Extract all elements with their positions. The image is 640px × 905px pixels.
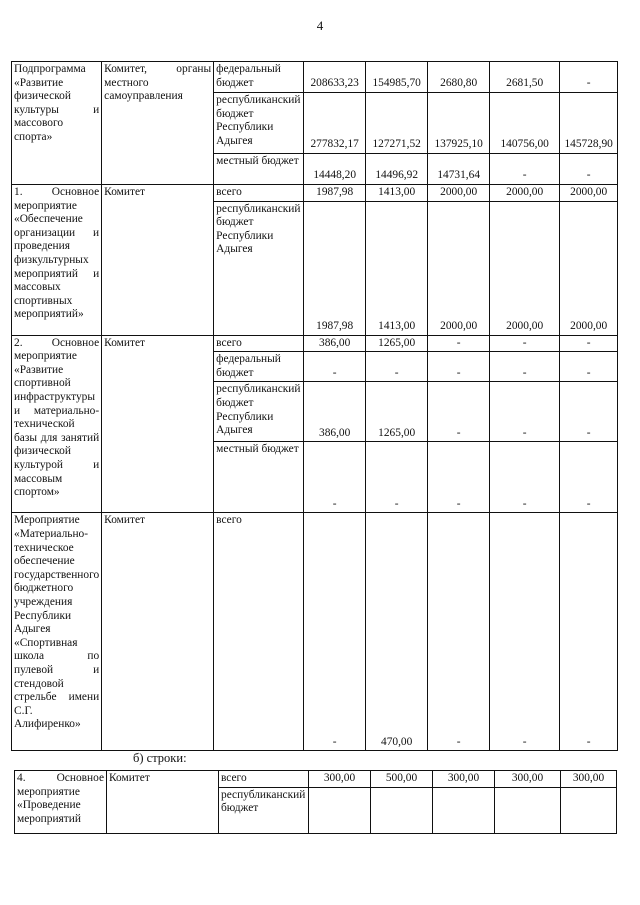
value-cell: [495, 787, 561, 833]
value-cell: -: [428, 382, 490, 442]
table-row: [12, 513, 618, 751]
value-cell: -: [490, 154, 560, 185]
value-cell: 208633,23: [304, 62, 366, 93]
value-cell: 127271,52: [366, 93, 428, 154]
program-cell: 4. Основное мероприятие «Проведение мероприятий: [15, 771, 107, 834]
budget-cell: всего: [214, 185, 304, 202]
executor-cell: Комитет: [102, 513, 214, 751]
value-cell: -: [366, 442, 428, 513]
value-cell: -: [428, 335, 490, 352]
value-cell: 154985,70: [366, 62, 428, 93]
program-cell: 2. Основное мероприятие «Развитие спортивной инфраструктуры и материально-технической базы для занятий физической культурой и массовым спортом»: [12, 335, 102, 513]
value-cell: -: [304, 442, 366, 513]
value-cell: -: [428, 442, 490, 513]
value-cell: 500,00: [371, 771, 433, 788]
value-cell: 2000,00: [428, 185, 490, 202]
budget-table-a: [11, 61, 618, 751]
program-cell: Мероприятие «Материально-техническое обеспечение государственного бюджетного учреждения Республики Адыгея «Спортивная школа по пулевой и стендовой стрельбе имени С.Г. Алифиренко»: [12, 513, 102, 751]
budget-cell: всего: [214, 335, 304, 352]
value-cell: -: [490, 352, 560, 382]
program-cell: 1. Основное мероприятие «Обеспечение организации и проведения физкультурных мероприятий и массовых спортивных мероприятий»: [12, 185, 102, 336]
value-cell: 1413,00: [366, 185, 428, 202]
executor-cell: Комитет: [102, 335, 214, 513]
value-cell: -: [560, 62, 618, 93]
value-cell: 386,00: [304, 335, 366, 352]
value-cell: 2000,00: [560, 201, 618, 335]
executor-cell: Комитет: [107, 771, 219, 834]
budget-cell: всего: [214, 513, 304, 751]
section-subheading: б) строки:: [133, 751, 187, 765]
executor-cell: Комитет: [102, 185, 214, 336]
value-cell: 1265,00: [366, 382, 428, 442]
value-cell: 1265,00: [366, 335, 428, 352]
value-cell: 300,00: [495, 771, 561, 788]
value-cell: 300,00: [433, 771, 495, 788]
value-cell: 300,00: [309, 771, 371, 788]
executor-cell: Комитет, органы местного самоуправления: [102, 62, 214, 185]
value-cell: 1987,98: [304, 185, 366, 202]
table-row: [15, 771, 617, 788]
budget-cell: республиканский бюджет Республики Адыгея: [214, 382, 304, 442]
value-cell: 14448,20: [304, 154, 366, 185]
value-cell: -: [428, 513, 490, 751]
value-cell: 2680,80: [428, 62, 490, 93]
table-row: [12, 185, 618, 202]
value-cell: -: [304, 513, 366, 751]
value-cell: [561, 787, 617, 833]
value-cell: 1987,98: [304, 201, 366, 335]
budget-cell: местный бюджет: [214, 154, 304, 185]
value-cell: [309, 787, 371, 833]
value-cell: -: [560, 382, 618, 442]
value-cell: 1413,00: [366, 201, 428, 335]
value-cell: -: [560, 335, 618, 352]
value-cell: -: [428, 352, 490, 382]
value-cell: 277832,17: [304, 93, 366, 154]
budget-cell: республиканский бюджет Республики Адыгея: [214, 93, 304, 154]
value-cell: 14731,64: [428, 154, 490, 185]
budget-cell: республиканский бюджет Республики Адыгея: [214, 201, 304, 335]
value-cell: 470,00: [366, 513, 428, 751]
value-cell: 145728,90: [560, 93, 618, 154]
value-cell: [433, 787, 495, 833]
value-cell: 2000,00: [490, 185, 560, 202]
value-cell: -: [560, 513, 618, 751]
value-cell: -: [304, 352, 366, 382]
value-cell: -: [366, 352, 428, 382]
value-cell: 386,00: [304, 382, 366, 442]
value-cell: -: [490, 335, 560, 352]
program-cell: Подпрограмма «Развитие физической культуры и массового спорта»: [12, 62, 102, 185]
value-cell: 14496,92: [366, 154, 428, 185]
value-cell: 2000,00: [490, 201, 560, 335]
budget-cell: федеральный бюджет: [214, 62, 304, 93]
budget-cell: республиканский бюджет: [219, 787, 309, 833]
value-cell: -: [490, 382, 560, 442]
budget-cell: федеральный бюджет: [214, 352, 304, 382]
value-cell: -: [490, 513, 560, 751]
value-cell: 2681,50: [490, 62, 560, 93]
budget-cell: всего: [219, 771, 309, 788]
table-row: [12, 62, 618, 93]
value-cell: 2000,00: [428, 201, 490, 335]
table-row: [12, 335, 618, 352]
value-cell: 140756,00: [490, 93, 560, 154]
value-cell: [371, 787, 433, 833]
value-cell: -: [560, 442, 618, 513]
budget-table-b: [14, 770, 617, 834]
budget-cell: местный бюджет: [214, 442, 304, 513]
value-cell: 300,00: [561, 771, 617, 788]
value-cell: 2000,00: [560, 185, 618, 202]
page-number: 4: [316, 18, 324, 33]
value-cell: -: [560, 154, 618, 185]
value-cell: -: [560, 352, 618, 382]
value-cell: -: [490, 442, 560, 513]
value-cell: 137925,10: [428, 93, 490, 154]
